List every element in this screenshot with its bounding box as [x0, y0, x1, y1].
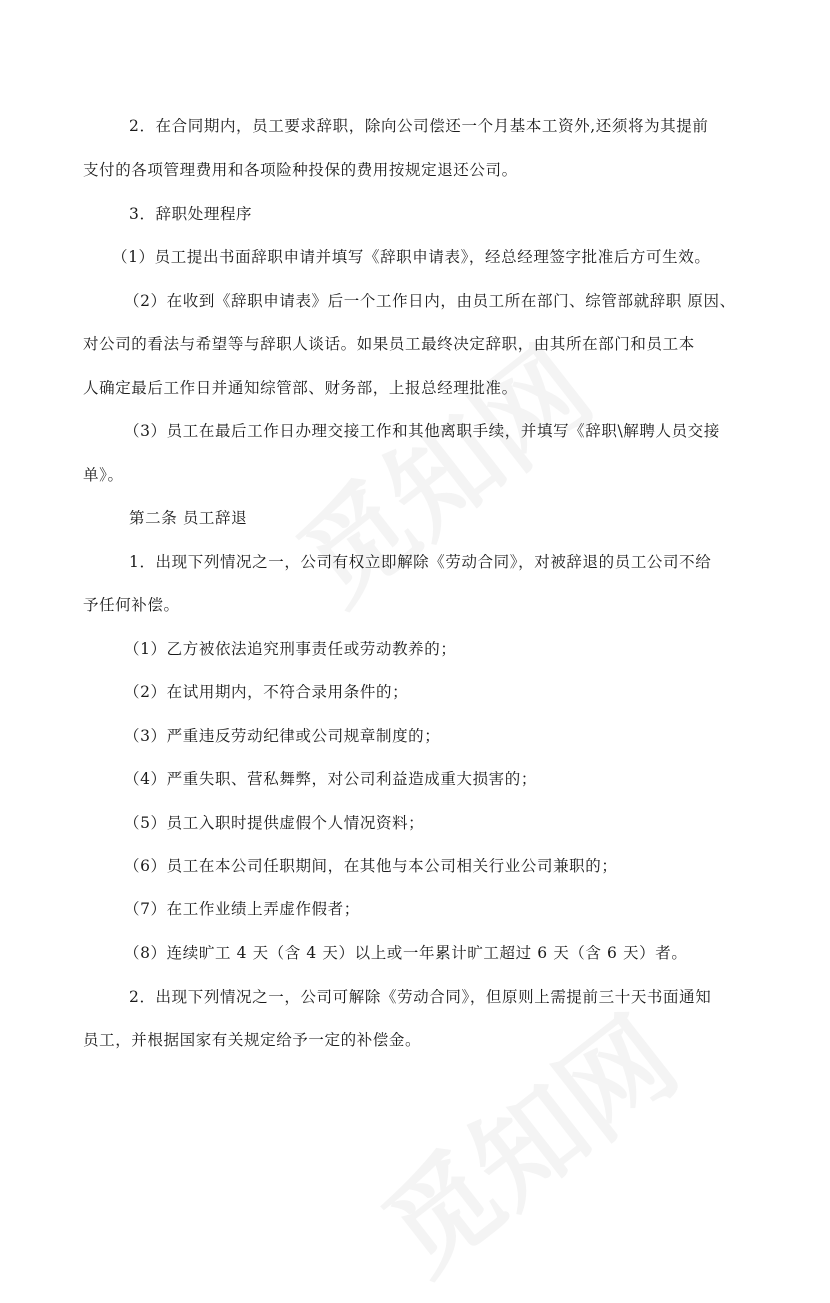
paragraph-line: 支付的各项管理费用和各项险种投保的费用按规定退还公司。	[83, 161, 518, 179]
paragraph-line: （1）员工提出书面辞职申请并填写《辞职申请表》，经总经理签字批准后方可生效。	[112, 248, 711, 266]
paragraph-line: 予任何补偿。	[83, 596, 180, 614]
list-item: （6）员工在本公司任职期间，在其他与本公司相关行业公司兼职的；	[124, 857, 618, 875]
paragraph-line: 员工，并根据国家有关规定给予一定的补偿金。	[83, 1031, 422, 1049]
list-item: （4）严重失职、营私舞弊，对公司利益造成重大损害的；	[124, 770, 537, 788]
paragraph-line: 1．出现下列情况之一，公司有权立即解除《劳动合同》，对被辞退的员工公司不给	[129, 553, 712, 571]
paragraph-line: 2．在合同期内，员工要求辞职，除向公司偿还一个月基本工资外,还须将为其提前	[129, 117, 709, 135]
watermark-logo	[346, 975, 703, 1303]
section-heading: 3．辞职处理程序	[129, 205, 253, 223]
paragraph-line: （2）在收到《辞职申请表》后一个工作日内，由员工所在部门、综管部就辞职 原因、	[124, 292, 736, 310]
article-heading: 第二条 员工辞退	[129, 509, 248, 527]
list-item: （3）严重违反劳动纪律或公司规章制度的；	[124, 727, 441, 745]
paragraph-line: 对公司的看法与希望等与辞职人谈话。如果员工最终决定辞职，由其所在部门和员工本	[83, 335, 695, 353]
paragraph-line: 2．出现下列情况之一，公司可解除《劳动合同》，但原则上需提前三十天书面通知	[129, 988, 712, 1006]
list-item: （8）连续旷工 4 天（含 4 天）以上或一年累计旷工超过 6 天（含 6 天）者。	[124, 944, 688, 962]
paragraph-line: （3）员工在最后工作日办理交接工作和其他离职手续，并填写《辞职\解聘人员交接	[124, 422, 720, 440]
list-item: （7）在工作业绩上弄虚作假者；	[124, 900, 360, 918]
paragraph-line: 人确定最后工作日并通知综管部、财务部，上报总经理批准。	[83, 379, 518, 397]
list-item: （1）乙方被依法追究刑事责任或劳动教养的；	[124, 640, 457, 658]
watermark-logo	[261, 305, 618, 633]
paragraph-line: 单》。	[83, 466, 124, 484]
list-item: （5）员工入职时提供虚假个人情况资料；	[124, 814, 425, 832]
list-item: （2）在试用期内，不符合录用条件的；	[124, 683, 409, 701]
